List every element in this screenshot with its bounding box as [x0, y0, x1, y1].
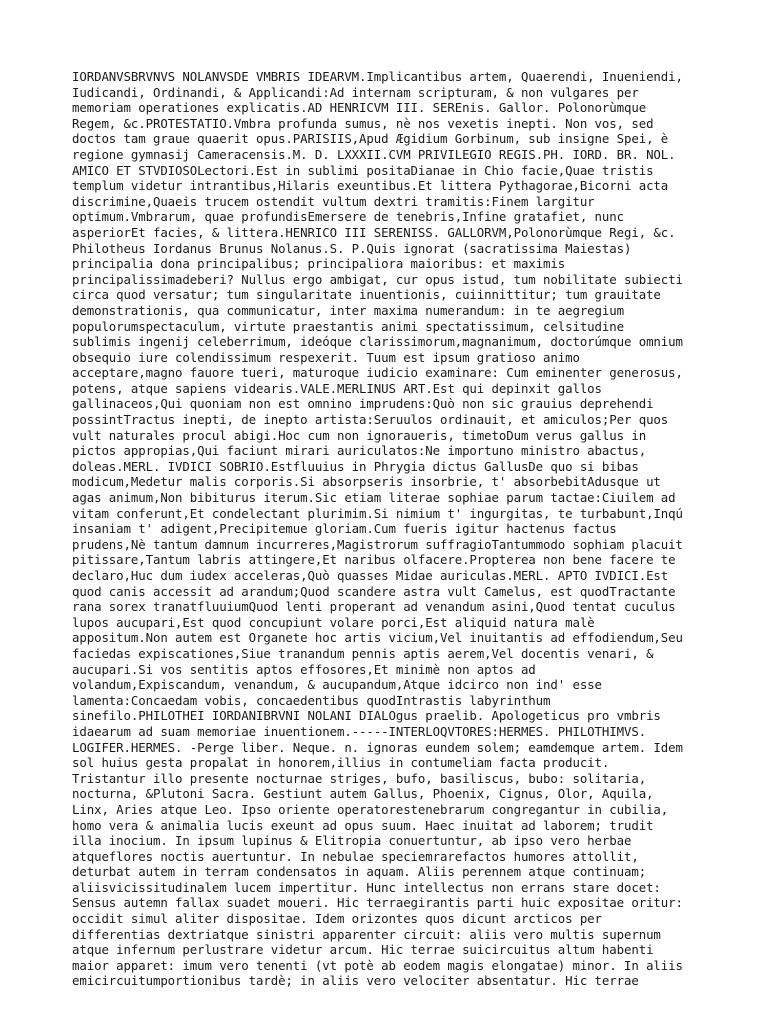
document-body-text: IORDANVSBRVNVS NOLANVSDE VMBRIS IDEARVM.Implicantibus artem, Quaerendi, Inueniendi, Iudicandi, Ordinandi, & Applicandi:Ad internam scripturam, & non vulgares per memoriam operationes explicatis.AD HENRICVM III. SEREnis. Gallor. Polonorùmque Regem, &c.PROTESTATIO.Vmbra profunda sumus, nè nos vexetis inepti. Non vos, sed doctos tam graue quaerit opus.PARISIIS,Apud Ægidium Gorbinum, sub insigne Spei, è regione gymnasij Cameracensis.M. D. LXXXII.CVM PRIVILEGIO REGIS.PH. IORD. BR. NOL. AMICO ET STVDIOSOLectori.Est in sublimi positaDianae in Chio facie,Quae tristis templum videtur intrantibus,Hilaris exeuntibus.Et littera Pythagorae,Bicorni acta discrimine,Quaeis trucem ostendit vultum dextri tramitis:Finem largitur optimum.Vmbrarum, quae profundisEmersere de tenebris,Infine gratafiet, nunc asperiorEt facies, & littera.HENRICO III SERENISS. GALLORVM,Polonorùmque Regi, &c. Philotheus Iordanus Brunus Nolanus.S. P.Quis ignorat (sacratissima Maiestas) principalia dona principalibus; principaliora maioribus: et maximis principalissimadeberi? Nullus ergo ambigat, cur opus istud, tum nobilitate subiecti circa quod versatur; tum singularitate inuentionis, cuiinnittitur; tum grauitate demonstrationis, qua communicatur, inter maxima numerandum: in te aegregium populorumspectaculum, virtute praestantis animi spectatissimum, celsitudine sublimis ingenij celeberrimum, ideóque clarissimorum,magnanimum, doctorúmque omnium obsequio iure colendissimum respexerit. Tuum est ipsum gratioso animo acceptare,magno fauore tueri, maturoque iudicio examinare: Cum eminenter generosus, potens, atque sapiens videaris.VALE.MERLINUS ART.Est qui depinxit gallos gallinaceos,Qui quoniam non est omnino imprudens:Quò non sic grauius deprehendi possintTractus inepti, de inepto artista:Seruulos ordinauit, et amiculos;Per quos vult naturales procul abigi.Hoc cum non ignoraueris, timetoDum verus gallus in pictos appropias,Qui faciunt mirari auriculatos:Ne importuno ministro abactus, doleas.MERL. IVDICI SOBRIO.Estfluuius in Phrygia dictus GallusDe quo si bibas modicum,Medetur malis corporis.Si absorpseris insorbrie, t' absorbebitAdusque ut agas animum,Non bibiturus iterum.Sic etiam literae sophiae parum tactae:Ciuilem ad vitam conferunt,Et condelectant plurimim.Si nimium t' ingurgitas, te turbabunt,Inqú insaniam t' adigent,Precipitemue gloriam.Cum fueris igitur hactenus factus prudens,Nè tantum damnum incurreres,Magistrorum suffragioTantummodo sophiam placuit pitissare,Tantum labris attingere,Et naribus olfacere.Propterea non bene facere te declaro,Huc dum iudex acceleras,Quò quasses Midae auriculas.MERL. APTO IVDICI.Est quod canis accessit ad arandum;Quod scandere astra vult Camelus, est quodTractante rana sorex tranatfluuiumQuod lenti properant ad venandum asini,Quod tentat cuculus lupos aucupari,Est quod concupiunt volare porci,Est aliquid natura malè appositum.Non autem est Organete hoc artis vicium,Vel inuitantis ad effodiendum,Seu faciedas expiscationes,Siue tranandum pennis aptis aerem,Vel docentis venari, & aucupari.Si vos sentitis aptos effosores,Et minimè non aptos ad volandum,Expiscandum, venandum, & aucupandum,Atque idcirco non ind' esse lamenta:Concaedam vobis, concaedentibus quodIntrastis labyrinthum sinefilo.PHILOTHEI IORDANIBRVNI NOLANI DIALOgus praelib. Apologeticus pro vmbris idaearum ad suam memoriae inuentionem.-----INTERLOQVTORES:HERMES. PHILOTHIMVS. LOGIFER.HERMES. -Perge liber. Neque. n. ignoras eundem solem; eamdemque artem. Idem sol huius gesta propalat in honorem,illius in contumeliam facta producit. Tristantur illo presente nocturnae striges, bufo, basiliscus, bubo: solitaria, nocturna, &Plutoni Sacra. Gestiunt autem Gallus, Phoenix, Cignus, Olor, Aquila, Linx, Aries atque Leo. Ipso oriente operatorestenebrarum congregantur in cubilia, homo vera & animalia lucis exeunt ad opus suum. Haec inuitat ad laborem; trudit illa inocium. In ipsum lupinus & Elitropia conuertuntur, ab ipso vero herbae atqueflores noctis auertuntur. In nebulae speciemrarefactos humores attollit, deturbat autem in terram condensatos in aquam. Aliis perennem atque continuam; aliisvicissitudinalem lucem impertitur. Hunc intellectus non errans stare docet: Sensus autemn fallax suadet moueri. Hic terraegirantis parti huic expositae oritur: occidit simul aliter dispositae. Idem orizontes quos dicunt arcticos per differentias dextriatque sinistri apparenter circuit: aliis vero multis supernum atque infernum perlustrare videtur arcum. Hic terrae suicircuitus altum habenti maior apparet: imum vero tenenti (vt potè ab eodem magis elongatae) minor. In aliis emicircuitumportionibus tardè; in aliis vero velociter absentatur. Hic terrae — [72, 69, 683, 989]
